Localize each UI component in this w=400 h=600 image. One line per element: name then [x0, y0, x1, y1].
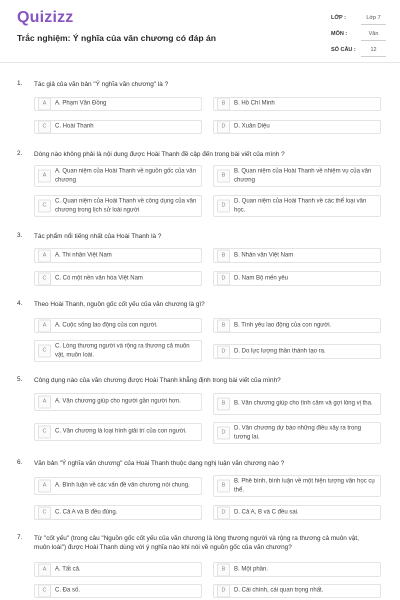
header-divider — [0, 62, 400, 63]
option-c[interactable] — [34, 195, 202, 217]
option-b[interactable] — [213, 562, 381, 577]
option-a[interactable] — [34, 477, 202, 495]
option-letter: D — [217, 585, 230, 598]
option-letter: D — [217, 121, 230, 134]
option-text: A. Phạm Văn Đồng — [55, 100, 107, 107]
question-number: 7. — [17, 534, 23, 541]
option-c[interactable] — [34, 271, 202, 286]
question-number: 4. — [17, 300, 23, 307]
option-letter: C — [38, 345, 51, 358]
option-text: B. Một phần. — [234, 566, 269, 573]
option-letter: C — [38, 426, 51, 439]
option-letter: D — [217, 200, 230, 213]
option-text: C. Hoài Thanh — [55, 123, 94, 130]
option-letter: C — [38, 272, 51, 285]
option-a[interactable] — [34, 393, 202, 411]
option-d[interactable] — [213, 344, 381, 359]
option-letter: D — [217, 272, 230, 285]
option-letter: C — [38, 200, 51, 213]
option-a[interactable] — [34, 165, 202, 187]
option-b[interactable] — [213, 248, 381, 263]
option-a[interactable] — [34, 318, 202, 333]
option-b[interactable] — [213, 393, 381, 415]
option-letter: D — [217, 345, 230, 358]
option-text: C. Có một nền văn hóa Việt Nam — [55, 275, 143, 282]
question-text: Công dụng nào của văn chương được Hoài Thanh khẳng định trong bài viết của mình? — [34, 377, 281, 384]
option-letter: D — [217, 506, 230, 519]
option-text: C. Đa số. — [55, 587, 81, 594]
option-b[interactable] — [213, 165, 381, 187]
option-letter: D — [217, 427, 230, 440]
option-text: A. Tất cả. — [55, 566, 81, 573]
option-letter: B — [217, 319, 230, 332]
option-letter: B — [217, 249, 230, 262]
question-number: 6. — [17, 459, 23, 466]
option-b[interactable] — [213, 318, 381, 333]
option-text: A. Cuộc sống lao động của con người. — [55, 322, 158, 329]
option-c[interactable] — [34, 120, 202, 134]
option-text: A. Văn chương giúp cho người gần người hơn. — [55, 398, 181, 405]
question-number: 5. — [17, 376, 23, 383]
option-text: C. Lòng thương người và rộng ra thương cả muôn vật, muôn loài. — [55, 343, 190, 358]
option-letter: B — [217, 563, 230, 576]
option-text: C. Cả A và B đều đúng. — [55, 509, 118, 516]
worksheet-header — [0, 0, 400, 62]
option-a[interactable] — [34, 562, 202, 577]
question-text: Dòng nào không phải là nội dung được Hoài Thanh đề cập đến trong bài viết của mình ? — [34, 151, 285, 158]
meta-row-grade — [331, 12, 391, 28]
option-d[interactable] — [213, 584, 381, 598]
question-number: 1. — [17, 80, 23, 87]
option-text: D. Văn chương dự báo những điều xảy ra trong tương lai. — [234, 425, 362, 440]
option-c[interactable] — [34, 584, 202, 598]
meta-row-count — [331, 44, 391, 60]
question-text: Theo Hoài Thanh, nguồn gốc cốt yếu của văn chương là gì? — [34, 301, 205, 308]
option-c[interactable] — [34, 340, 202, 362]
option-letter: B — [217, 480, 230, 493]
question-number: 3. — [17, 232, 23, 239]
option-d[interactable] — [213, 120, 381, 134]
option-a[interactable] — [34, 248, 202, 263]
option-b[interactable] — [213, 97, 381, 111]
option-text: C. Quan niệm của Hoài Thanh về công dụng của văn chương trong lịch sử loài người — [55, 198, 197, 213]
quiz-title: Trắc nghiệm: Ý nghĩa của văn chương có đáp án — [17, 33, 217, 43]
option-text: A. Thi nhân Việt Nam — [55, 252, 112, 259]
option-letter: A — [38, 480, 51, 493]
option-text: B. Nhân văn Việt Nam — [234, 252, 294, 259]
option-letter: A — [38, 170, 51, 183]
option-text: D. Quan niệm của Hoài Thanh về các thể loại văn học. — [234, 198, 367, 213]
meta-row-subject — [331, 28, 391, 44]
meta-key-count: SỐ CÂU : — [331, 47, 356, 53]
option-text: B. Hồ Chí Minh — [234, 100, 275, 107]
question-text: Từ "cốt yếu" (trong câu "Nguồn gốc cốt yếu của văn chương là lòng thương người và rộng ra thương cả muôn vật, muôn loài") được Hoài Thanh dùng với ý nghĩa nào khi nói về nguồn gốc của văn chương? — [34, 535, 359, 551]
question-text: Tác giả của văn bản "Ý nghĩa văn chương" là ? — [34, 81, 169, 88]
option-letter: B — [217, 398, 230, 411]
meta-value-subject: Văn — [361, 28, 386, 41]
meta-value-grade: Lớp 7 — [361, 12, 386, 25]
option-c[interactable] — [34, 505, 202, 520]
option-text: D. Do lực lượng thần thánh tạo ra. — [234, 348, 326, 355]
option-letter: A — [38, 249, 51, 262]
meta-key-subject: MÔN : — [331, 31, 348, 37]
option-c[interactable] — [34, 423, 202, 441]
option-a[interactable] — [34, 97, 202, 111]
option-letter: B — [217, 170, 230, 183]
option-text: B. Quan niệm của Hoài Thanh về nhiệm vụ của văn chương — [234, 168, 372, 183]
option-d[interactable] — [213, 271, 381, 286]
option-letter: A — [38, 319, 51, 332]
option-text: B. Tình yêu lao động của con người. — [234, 322, 332, 329]
option-letter: C — [38, 121, 51, 134]
option-d[interactable] — [213, 195, 381, 217]
option-text: D. Cái chính, cái quan trọng nhất. — [234, 587, 324, 594]
quizizz-logo[interactable]: Quizizz — [17, 9, 74, 26]
meta-key-grade: LỚP : — [331, 15, 346, 21]
option-letter: C — [38, 506, 51, 519]
option-text: A. Quan niệm của Hoài Thanh về nguồn gốc của văn chương — [55, 168, 196, 183]
option-text: D. Nam Bộ mến yêu — [234, 275, 289, 282]
option-letter: C — [38, 585, 51, 598]
option-letter: B — [217, 98, 230, 111]
option-d[interactable] — [213, 422, 381, 444]
meta-value-count: 12 — [361, 44, 386, 57]
option-letter: A — [38, 98, 51, 111]
question-text: Tác phẩm nổi tiếng nhất của Hoài Thanh là ? — [34, 233, 162, 240]
option-text: B. Phê bình, bình luận về một hiện tượng văn học cụ thể. — [234, 478, 375, 493]
option-b[interactable] — [213, 475, 381, 497]
question-number: 2. — [17, 150, 23, 157]
quiz-meta — [331, 12, 391, 60]
question-text: Văn bản "Ý nghĩa văn chương" của Hoài Thanh thuộc dạng nghị luận văn chương nào ? — [34, 460, 285, 467]
option-text: B. Văn chương giúp cho tình cảm và gợi lòng vị tha. — [234, 400, 373, 407]
option-text: A. Bình luận về các vấn đề văn chương nói chung. — [55, 482, 190, 489]
option-d[interactable] — [213, 505, 381, 520]
option-text: D. Cả A, B và C đều sai. — [234, 509, 299, 516]
option-letter: A — [38, 396, 51, 409]
option-text: D. Xuân Diệu — [234, 123, 270, 130]
option-letter: A — [38, 563, 51, 576]
option-text: C. Văn chương là loại hình giải trí của con người. — [55, 428, 187, 435]
